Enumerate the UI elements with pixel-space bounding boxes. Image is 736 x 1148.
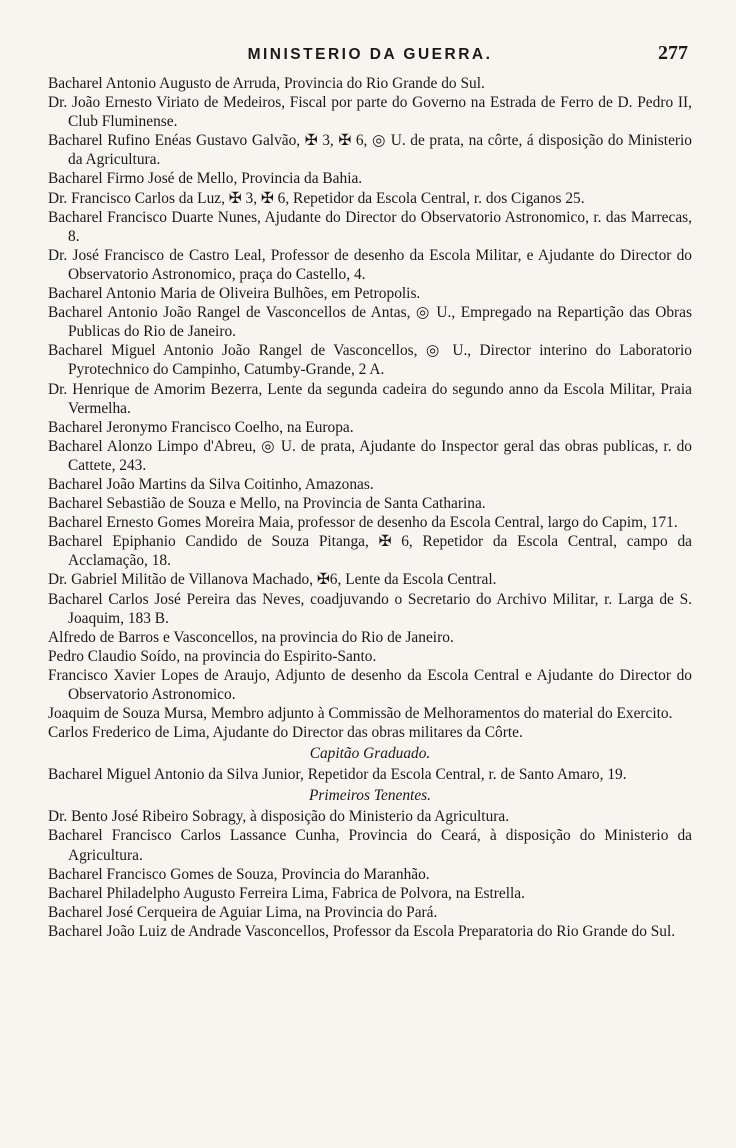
entry: Bacharel Philadelpho Augusto Ferreira Lima, Fabrica de Polvora, na Estrella. (48, 884, 525, 902)
entry: Bacharel Epiphanio Candido de Souza Pitanga, ✠ 6, Repetidor da Escola Central, campo da Acclamação, 18. (48, 533, 692, 570)
running-title: MINISTERIO DA GUERRA. (247, 46, 493, 63)
entry: Joaquim de Souza Mursa, Membro adjunto à Commissão de Melhoramentos do material do Exercito. (48, 705, 673, 723)
entry: Dr. João Ernesto Viriato de Medeiros, Fiscal por parte do Governo na Estrada de Ferro de D. Pedro II, Club Fluminense. (48, 94, 692, 131)
entry: Dr. Bento José Ribeiro Sobragy, à disposição do Ministerio da Agricultura. (48, 808, 510, 826)
entry: Dr. Gabriel Militão de Villanova Machado, ✠6, Lente da Escola Central. (48, 571, 497, 589)
entry: Bacharel Alonzo Limpo d'Abreu, ◎ U. de prata, Ajudante do Inspector geral das obras publicas, r. do Cattete, 243. (48, 437, 692, 474)
entry: Bacharel Miguel Antonio da Silva Junior, Repetidor da Escola Central, r. de Santo Amaro, 19. (48, 766, 627, 784)
entry: Bacharel Rufino Enéas Gustavo Galvão, ✠ 3, ✠ 6, ◎ U. de prata, na côrte, á disposição do Ministerio da Agricultura. (48, 132, 692, 169)
entry: Bacharel José Cerqueira de Aguiar Lima, na Provincia do Pará. (48, 903, 438, 921)
entry: Bacharel Antonio Maria de Oliveira Bulhões, em Petropolis. (48, 285, 421, 303)
entry: Bacharel Carlos José Pereira das Neves, coadjuvando o Secretario do Archivo Militar, r. Larga de S. Joaquim, 183 B. (48, 590, 692, 627)
entry: Dr. Francisco Carlos da Luz, ✠ 3, ✠ 6, Repetidor da Escola Central, r. dos Ciganos 25. (48, 189, 585, 207)
entry: Bacharel Ernesto Gomes Moreira Maia, professor de desenho da Escola Central, largo do Capim, 171. (48, 514, 678, 532)
entry: Bacharel João Martins da Silva Coitinho, Amazonas. (48, 475, 374, 493)
entry: Bacharel Francisco Carlos Lassance Cunha, Provincia do Ceará, à disposição do Ministerio da Agricultura. (48, 827, 692, 864)
entry: Bacharel Jeronymo Francisco Coelho, na Europa. (48, 418, 354, 436)
entry: Carlos Frederico de Lima, Ajudante do Director das obras militares da Côrte. (48, 724, 523, 742)
entry: Bacharel Antonio João Rangel de Vasconcellos de Antas, ◎ U., Empregado na Repartição das Obras Publicas do Rio de Janeiro. (48, 304, 692, 341)
entry: Bacharel João Luiz de Andrade Vasconcellos, Professor da Escola Preparatoria do Rio Grande do Sul. (48, 922, 676, 940)
entry: Dr. Henrique de Amorim Bezerra, Lente da segunda cadeira do segundo anno da Escola Militar, Praia Vermelha. (48, 380, 692, 417)
section-heading-capitao-graduado: Capitão Graduado. (309, 745, 431, 763)
entry: Alfredo de Barros e Vasconcellos, na provincia do Rio de Janeiro. (48, 628, 454, 646)
entry: Bacharel Francisco Duarte Nunes, Ajudante do Director do Observatorio Astronomico, r. das Marrecas, 8. (48, 208, 692, 245)
entry: Bacharel Miguel Antonio João Rangel de Vasconcellos, ◎ U., Director interino do Laboratorio Pyrotechnico do Campinho, Catumby-Grande, 2 A. (48, 342, 692, 379)
entry: Pedro Claudio Soído, na provincia do Espirito-Santo. (48, 647, 377, 665)
entry: Bacharel Sebastião de Souza e Mello, na Provincia de Santa Catharina. (48, 495, 486, 513)
entries-list (48, 74, 692, 941)
entry: Bacharel Firmo José de Mello, Provincia da Bahia. (48, 170, 363, 188)
section-heading-primeiros-tenentes: Primeiros Tenentes. (309, 787, 431, 805)
entry: Dr. José Francisco de Castro Leal, Professor de desenho da Escola Militar, e Ajudante do Director do Observatorio Astronomico, praça do Castello, 4. (48, 246, 692, 283)
running-head (48, 40, 692, 74)
entry: Bacharel Antonio Augusto de Arruda, Provincia do Rio Grande do Sul. (48, 75, 485, 92)
page-number: 277 (658, 42, 688, 64)
entry: Bacharel Francisco Gomes de Souza, Provincia do Maranhão. (48, 865, 430, 883)
entry: Francisco Xavier Lopes de Araujo, Adjunto de desenho da Escola Central e Ajudante do Director do Observatorio Astronomico. (48, 666, 692, 703)
